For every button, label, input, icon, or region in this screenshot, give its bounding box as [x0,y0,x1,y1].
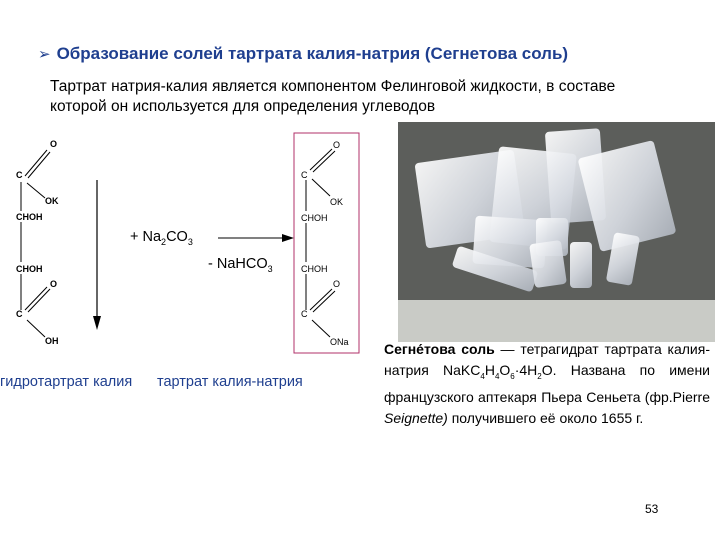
reactant-oxygen-top: O [50,139,58,149]
product-ok-group: OK [330,197,344,207]
reactant-oxygen-bottom: O [50,279,58,289]
reagent-removed: - NaHCO$_3$ [208,256,273,274]
arrow-bullet-icon: ➢ [38,46,51,63]
reactant-choh-1: CHOH [16,212,43,222]
product-choh-2: CHOH [301,264,328,274]
product-oxygen-bottom: O [333,279,341,289]
reactant-choh-2: CHOH [16,264,43,274]
page-number: 53 [645,502,659,516]
product-choh-1: CHOH [301,213,328,223]
salt-formula: $NaKC_4H_4O_6\cdot 4H_2O$ [443,362,553,381]
reactant-ok-group: OK [45,196,59,206]
reagent-added: + $Na_2CO_3$ [130,229,193,247]
title-text: Образование солей тартрата калия-натрия (Сегнетова соль) [56,44,569,63]
product-carbon-bottom: C [301,309,308,319]
product-oxygen-top: O [333,140,341,150]
product-name: тартрат калия-натрия [157,374,303,390]
salt-description: Сегне́това соль — тетрагидрат тартрата калия-натрия $NaKC_4H_4O_6\cdot 4H_2O$. Названа по имени французского аптекаря Пьера Сеньета (фр.Pierre Seignette) получившего её около 1655 г. [384,341,710,426]
reactant-name: гидротартрат калия [0,374,133,390]
reactant-oh-group: OH [45,336,59,346]
product-ona-group: ONa [330,337,349,347]
product-carbon-top: C [301,170,308,180]
crystal-photo [398,122,715,342]
reactant-carbon-top: C [16,170,23,180]
salt-term: Сегне́това соль [384,341,495,357]
intro-text: Тартрат натрия-калия является компонентом Фелинговой жидкости, в составе которой он используется для определения углеводов [50,78,616,115]
reactant-carbon-bottom: C [16,309,23,319]
